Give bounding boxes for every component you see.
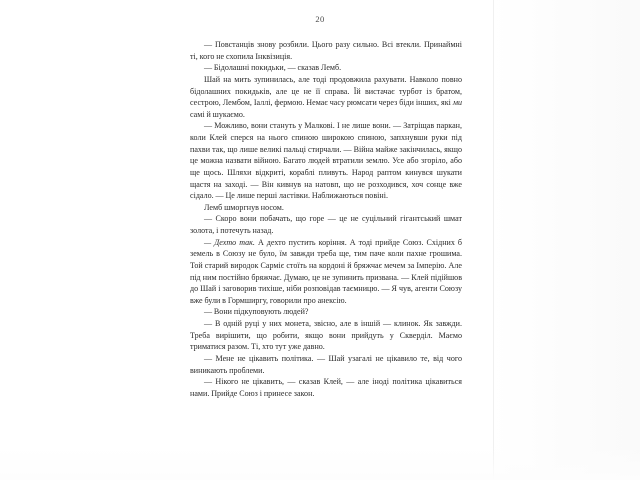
page-edge-shadow (490, 0, 640, 480)
paragraph (190, 39, 462, 62)
paragraph-text: — Мене не цікавить політика. — Шай узагалі не цікавило те, від чого виникають проблеми. (190, 353, 462, 375)
paragraph (190, 353, 462, 376)
paragraph-text: — Нікого не цікавить, — сказав Клей, — але іноді політика цікавиться нами. Прийде Союз і принесе закон. (190, 377, 462, 398)
paragraph (190, 62, 462, 74)
paragraph (190, 74, 462, 121)
paragraph (190, 202, 462, 214)
page-number: 20 (315, 14, 325, 24)
paragraph-text: — Повстанців знову розбили. Цього разу сильно. Всі втекли. Принаймні ті, кого не схопила Інквізиція. (190, 40, 462, 61)
body-text-block (190, 39, 462, 399)
paragraph-text: А дехто пустить коріння. А тоді прийде Союз. Східних б земель в Союзу не було, їм завжди треба ще, тим паче коли пахне грошима. Той старий виродок Сарміє стоїть на кордоні й бряжчає мечем за Імперію. Але під ним постійно бряжчає. Думаю, це не зупинить призвана. — Клей підійшов до Шай і заговорив тихіше, ніби розповідав таємницю. — Я чув, агенти Союзу вже були в Гормширгу, говорили про анексію. (190, 237, 462, 305)
paragraph-text: — Можливо, вони стануть у Малкові. І не лише вони. — Затріщав паркан, коли Клей сперся на нього спиною широкою спиною, запхнувши руки під пахви так, що лише великі пальці стирчали. — Війна майже закінчилась, якщо це можна назвати війною. Багато людей втратили землю. Усе або згоріло, або ще щось. Шляхи відкриті, кораблі пливуть. Народ раптом кинувся шукати щастя на заході. — Він кивнув на натовп, що не розходився, хоч сонце вже сідало. — Це лише перші ластівки. Наближаються повіні. (190, 121, 462, 201)
paragraph (190, 376, 462, 399)
paragraph-text: — Скоро вони побачать, що горе — це не суцільний гігантський шмат золота, і потечуть назад. (190, 214, 462, 235)
paragraph-text: Шай на мить зупинилась, але тоді продовжила рахувати. Навколо повно бідолашних покидьків, але це не її справа. Їй вистачає турбот із братом, сестрою, Лембом, Іаллі, фермою. Немає часу рюмсати через біди інших, які (190, 74, 462, 108)
paragraph-text: — В одній руці у них монета, звісно, але в іншій — клинок. Як завжди. Треба вирішити, що робити, якщо вони прийдуть у Скверділ. Маємо триматися разом. Ті, хто тут уже давно. (190, 319, 462, 352)
paragraph-text-tail: самі й шукаємо. (190, 109, 245, 119)
paragraph (190, 120, 462, 201)
paragraph-text: — Бідолашні покидьки, — сказав Лемб. (204, 63, 342, 73)
paragraph (190, 237, 462, 307)
paragraph (190, 318, 462, 353)
page-bottom-shadow (0, 446, 640, 480)
paragraph (190, 213, 462, 236)
paragraph-text: — Вони підкуповують людей? (204, 307, 309, 317)
emphasis-word: ми (452, 98, 462, 108)
emphasis-lead: — Дехто так. (204, 237, 255, 247)
paragraph-text: Лемб шморгнув носом. (204, 202, 284, 212)
page-edge-line (493, 0, 494, 480)
paragraph (190, 306, 462, 318)
